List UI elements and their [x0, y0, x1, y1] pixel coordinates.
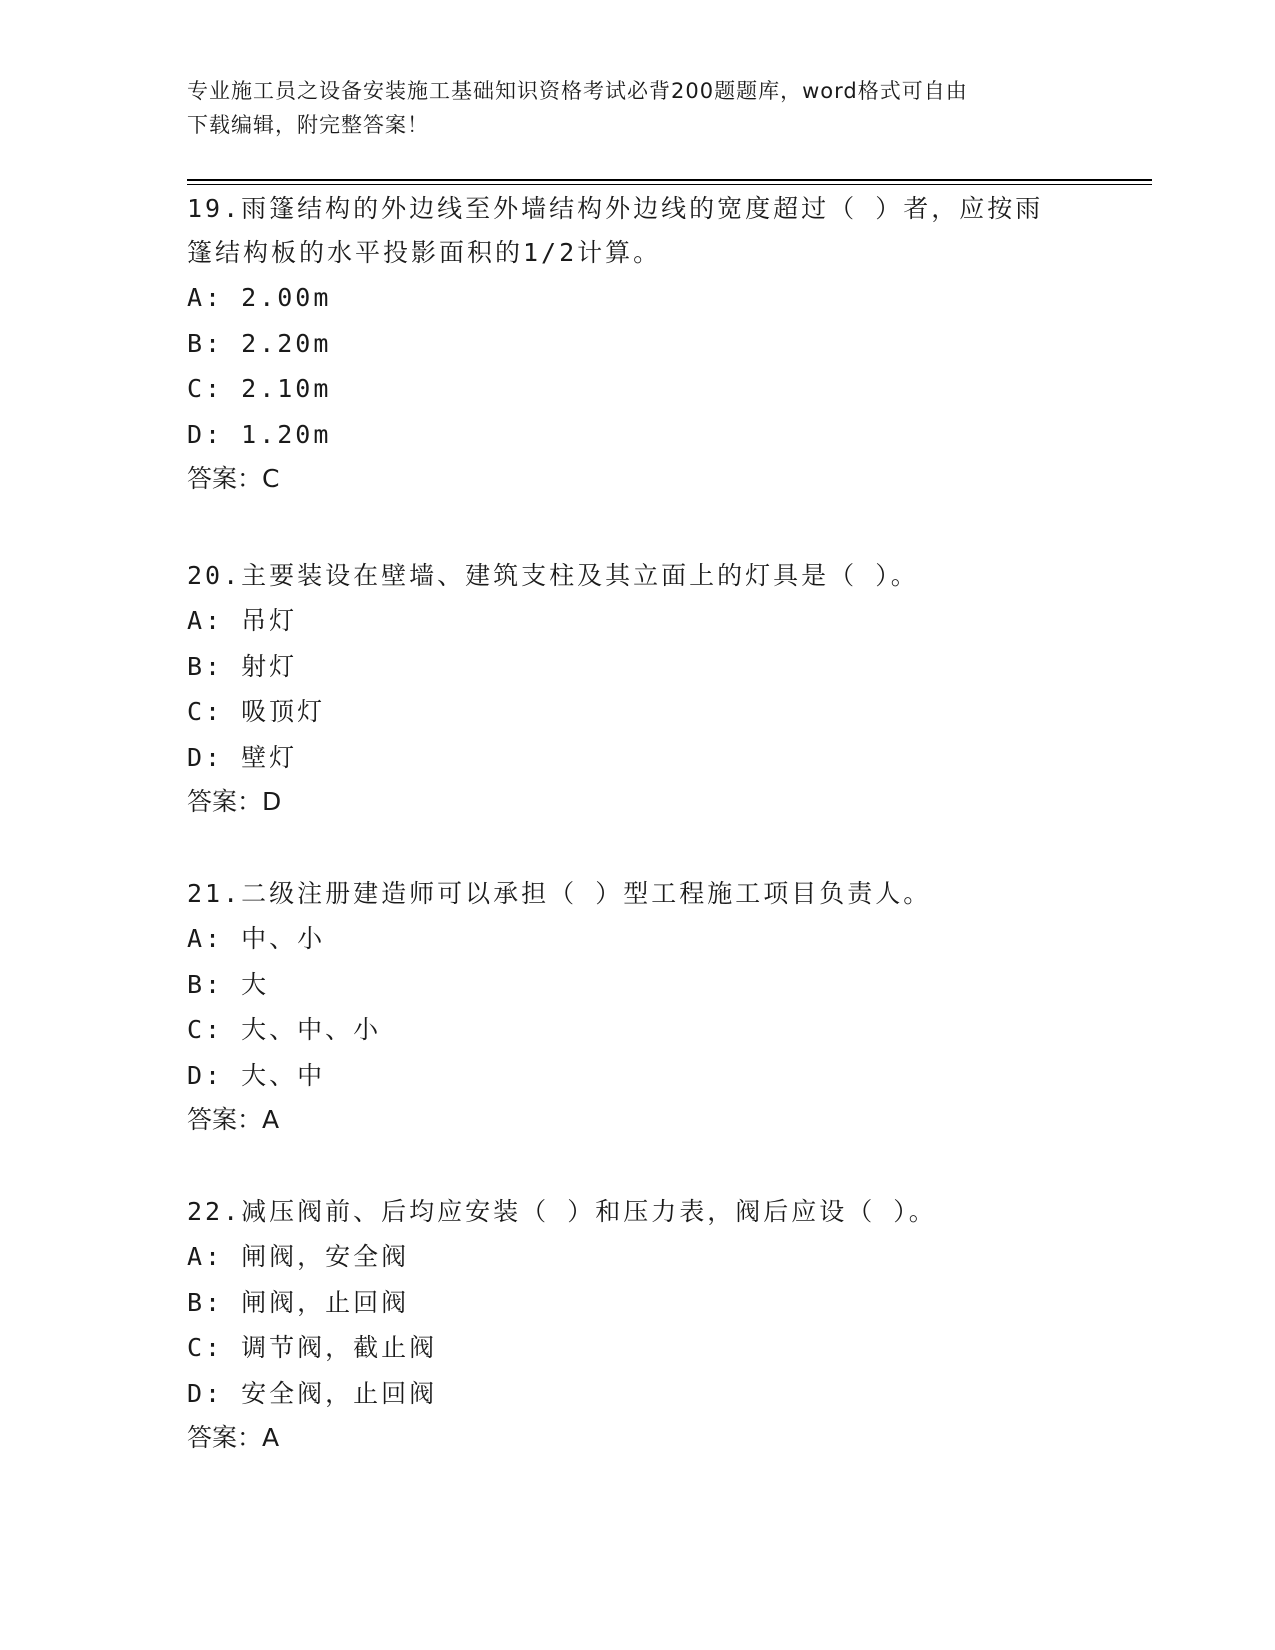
header-line-2: 下载编辑，附完整答案！	[187, 113, 429, 137]
option-d: D: 大、中	[187, 1060, 326, 1090]
question-text: 21.二级注册建造师可以承担（ ）型工程施工项目负责人。	[187, 879, 932, 908]
option-d: D: 壁灯	[187, 742, 298, 772]
option-b: B: 2.20m	[187, 328, 332, 358]
answer-label: 答案：D	[187, 787, 282, 816]
option-a: A: 2.00m	[187, 283, 332, 312]
option-a: A: 吊灯	[187, 606, 298, 635]
header-divider-thick	[187, 179, 1152, 181]
answer-label: 答案：C	[187, 464, 280, 493]
option-c: C: 大、中、小	[187, 1015, 382, 1044]
question-text: 22.减压阀前、后均应安装（ ）和压力表，阀后应设（ ）。	[187, 1197, 937, 1226]
option-b: B: 射灯	[187, 651, 298, 681]
answer-label: 答案：A	[187, 1105, 280, 1134]
question-block	[187, 1190, 1067, 1460]
header-line-1: 专业施工员之设备安装施工基础知识资格考试必背200题题库，word格式可自由	[187, 79, 968, 103]
option-d: D: 1.20m	[187, 419, 332, 449]
header-divider-thin	[187, 184, 1152, 185]
option-c: C: 调节阀，截止阀	[187, 1333, 438, 1362]
option-a: A: 中、小	[187, 924, 326, 953]
question-block	[187, 554, 1067, 824]
answer-label: 答案：A	[187, 1423, 280, 1452]
question-block	[187, 187, 1067, 501]
option-b: B: 闸阀，止回阀	[187, 1287, 410, 1317]
option-d: D: 安全阀，止回阀	[187, 1378, 438, 1408]
option-c: C: 2.10m	[187, 374, 332, 403]
question-block	[187, 872, 1067, 1142]
option-c: C: 吸顶灯	[187, 697, 326, 726]
option-b: B: 大	[187, 969, 270, 999]
question-text: 19.雨篷结构的外边线至外墙结构外边线的宽度超过（ ）者，应按雨篷结构板的水平投影面积的1/2计算。	[187, 194, 1044, 267]
option-a: A: 闸阀，安全阀	[187, 1242, 410, 1271]
question-text: 20.主要装设在壁墙、建筑支柱及其立面上的灯具是（ ）。	[187, 561, 919, 590]
document-header	[187, 74, 1067, 142]
